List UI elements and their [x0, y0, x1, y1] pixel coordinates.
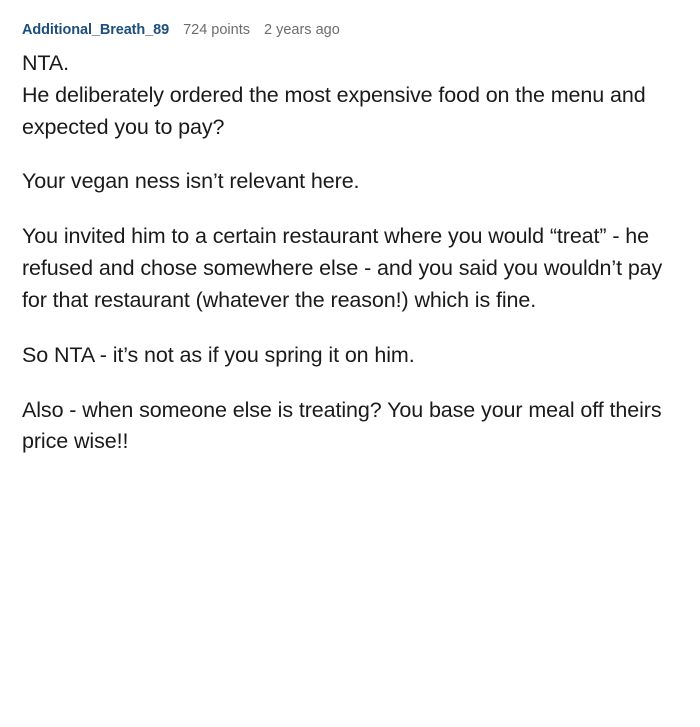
- comment-author-link[interactable]: Additional_Breath_89: [22, 22, 170, 38]
- comment-header: [22, 22, 678, 38]
- comment-paragraph: So NTA - it’s not as if you spring it on him.: [22, 342, 415, 367]
- comment-paragraph: He deliberately ordered the most expensive food on the menu and expected you to pay?: [22, 82, 652, 139]
- comment-body: [22, 48, 678, 458]
- comment-paragraph: Your vegan ness isn’t relevant here.: [22, 169, 360, 194]
- comment-paragraph: NTA.: [22, 51, 69, 75]
- comment-paragraph: Also - when someone else is treating? You base your meal off theirs price wise!!: [22, 397, 668, 454]
- comment-timestamp: 2 years ago: [264, 22, 340, 38]
- comment-points: 724 points: [183, 22, 250, 38]
- comment-paragraph: You invited him to a certain restaurant where you would “treat” - he refused and chose somewhere else - and you said you wouldn’t pay for that restaurant (whatever the reason!) which is fine.: [22, 224, 669, 312]
